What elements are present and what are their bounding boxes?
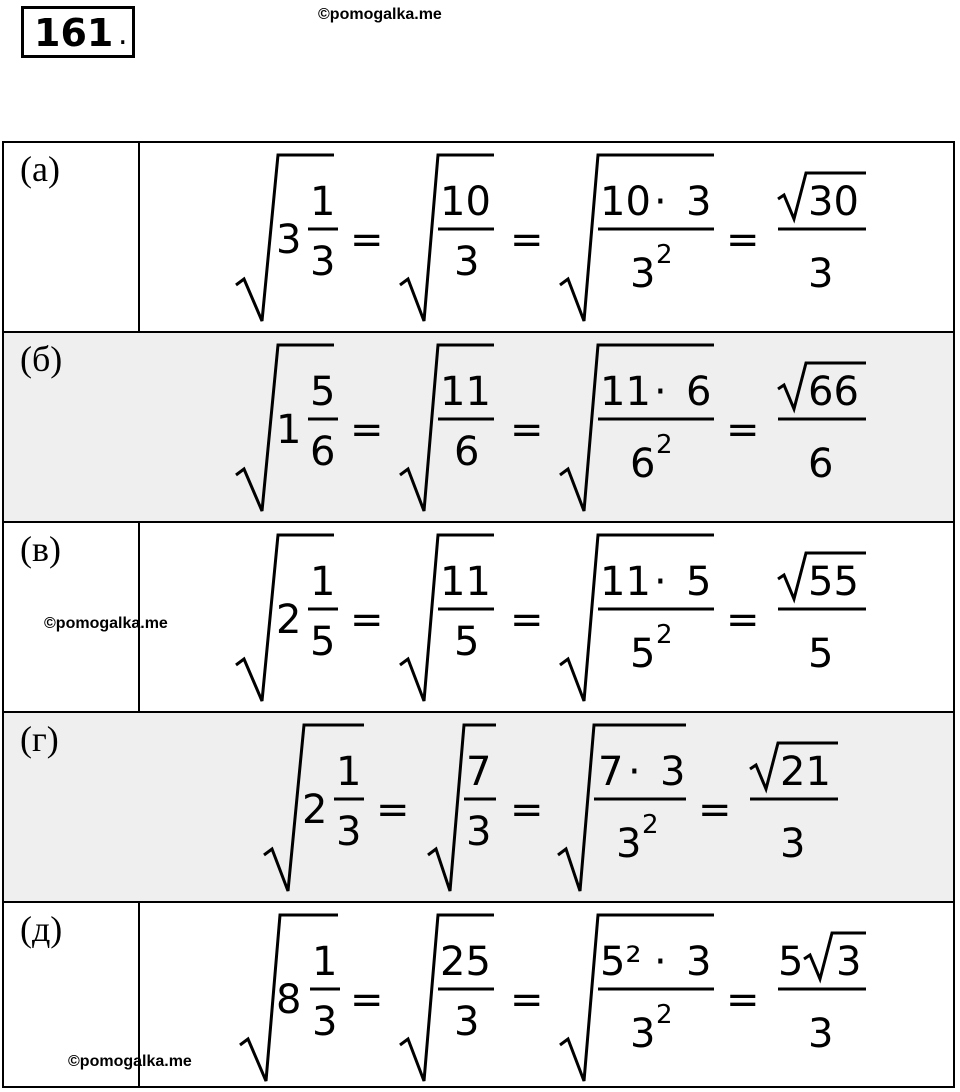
solution-table: [2, 141, 955, 1088]
fraction-numerator: 7: [466, 749, 492, 795]
product-factor-b: 5: [686, 559, 712, 605]
equals-sign: =: [726, 597, 760, 643]
fraction-denominator: 3: [310, 239, 336, 285]
row-g: [4, 711, 953, 901]
equation: [4, 143, 953, 331]
fraction-numerator: 1: [310, 179, 336, 225]
equals-sign: =: [726, 407, 760, 453]
fraction-denominator: 3: [336, 809, 362, 855]
power-base: 6: [630, 441, 656, 487]
product-factor-b: 3: [686, 179, 712, 225]
equals-sign: =: [510, 977, 544, 1023]
equals-sign: =: [350, 977, 384, 1023]
power-exponent: 2: [642, 810, 659, 840]
mixed-whole: 3: [276, 217, 302, 263]
product-dot: ·: [654, 369, 667, 415]
equals-sign: =: [726, 217, 760, 263]
fraction-denominator: 3: [466, 809, 492, 855]
equation-svg: [4, 143, 953, 331]
fraction-numerator: 1: [336, 749, 362, 795]
row-b: [4, 331, 953, 521]
product-factor-a: 5²: [600, 939, 642, 985]
power-exponent: 2: [656, 240, 673, 270]
row-a: [4, 143, 953, 331]
fraction-denominator: 3: [312, 999, 338, 1045]
product-factor-b: 3: [686, 939, 712, 985]
fraction-numerator: 11: [440, 559, 491, 605]
result-denominator: 3: [780, 821, 806, 867]
result-coefficient: 5: [778, 939, 804, 985]
task-number-dot: .: [118, 17, 128, 52]
mixed-whole: 1: [276, 407, 302, 453]
result-denominator: 3: [808, 251, 834, 297]
power-base: 3: [616, 821, 642, 867]
power-base: 3: [630, 1011, 656, 1057]
fraction-denominator: 3: [454, 239, 480, 285]
row-label: (а): [20, 149, 60, 189]
product-factor-a: 7: [598, 749, 624, 795]
equals-sign: =: [698, 787, 732, 833]
fraction-denominator: 5: [454, 619, 480, 665]
result-denominator: 3: [808, 1011, 834, 1057]
mixed-whole: 2: [276, 597, 302, 643]
equals-sign: =: [350, 407, 384, 453]
row-label: (д): [20, 909, 63, 949]
task-number-box: [21, 6, 135, 58]
product-dot: ·: [654, 939, 667, 985]
row-label: (в): [20, 529, 61, 569]
product-factor-a: 11: [600, 369, 651, 415]
row-label: (б): [20, 339, 63, 379]
row-d: [4, 901, 953, 1086]
result-denominator: 6: [808, 441, 834, 487]
power-exponent: 2: [656, 1000, 673, 1030]
fraction-denominator: 6: [310, 429, 336, 475]
fraction-denominator: 5: [310, 619, 336, 665]
fraction-numerator: 1: [310, 559, 336, 605]
equation-svg: [4, 333, 953, 521]
equation-svg: [4, 713, 953, 901]
fraction-numerator: 5: [310, 369, 336, 415]
power-base: 5: [630, 631, 656, 677]
fraction-numerator: 10: [440, 179, 491, 225]
fraction-denominator: 6: [454, 429, 480, 475]
equals-sign: =: [510, 407, 544, 453]
product-dot: ·: [654, 559, 667, 605]
power-exponent: 2: [656, 430, 673, 460]
fraction-numerator: 25: [440, 939, 491, 985]
product-factor-b: 6: [686, 369, 712, 415]
watermark-top: ©pomogalka.me: [318, 6, 442, 23]
fraction-denominator: 3: [454, 999, 480, 1045]
equals-sign: =: [510, 217, 544, 263]
result-radicand: 30: [808, 179, 859, 225]
fraction-numerator: 1: [312, 939, 338, 985]
equation: [4, 333, 953, 521]
product-factor-b: 3: [660, 749, 686, 795]
result-radicand: 55: [808, 559, 859, 605]
fraction-numerator: 11: [440, 369, 491, 415]
watermark-row: ©pomogalka.me: [68, 1053, 192, 1070]
result-radicand: 3: [836, 939, 862, 985]
product-factor-a: 11: [600, 559, 651, 605]
equation: [4, 713, 953, 901]
equals-sign: =: [510, 597, 544, 643]
equals-sign: =: [510, 787, 544, 833]
result-radicand: 21: [780, 749, 831, 795]
product-factor-a: 10: [600, 179, 651, 225]
row-label: (г): [20, 719, 59, 759]
equals-sign: =: [376, 787, 410, 833]
watermark-row: ©pomogalka.me: [44, 615, 168, 632]
equals-sign: =: [350, 597, 384, 643]
equals-sign: =: [350, 217, 384, 263]
mixed-whole: 8: [276, 977, 302, 1023]
equals-sign: =: [726, 977, 760, 1023]
product-dot: ·: [654, 179, 667, 225]
result-denominator: 5: [808, 631, 834, 677]
power-exponent: 2: [656, 620, 673, 650]
product-dot: ·: [628, 749, 641, 795]
mixed-whole: 2: [302, 787, 328, 833]
task-number: 161: [34, 11, 114, 55]
power-base: 3: [630, 251, 656, 297]
result-radicand: 66: [808, 369, 859, 415]
row-v: [4, 521, 953, 711]
